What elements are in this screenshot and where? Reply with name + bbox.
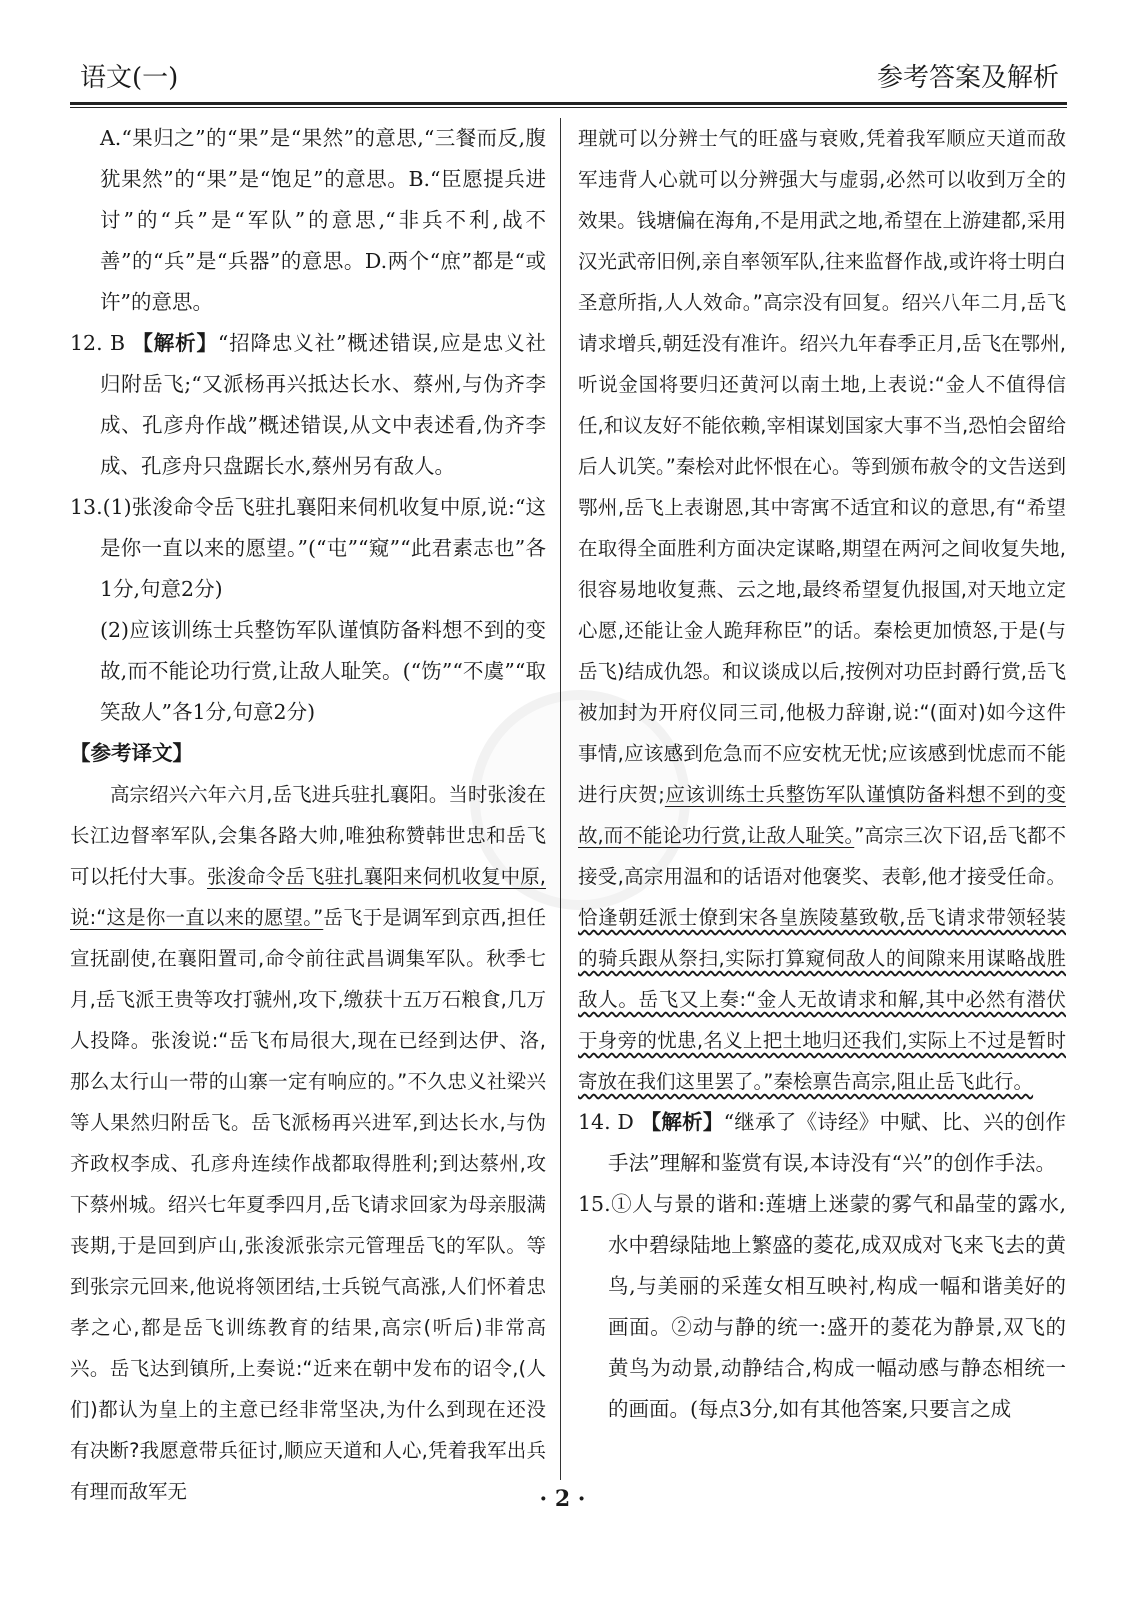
translation-continued: [578, 118, 1066, 1102]
translation-text-2: 岳飞于是调军到京西,担任宣抚副使,在襄阳置司,命令前往武昌调集军队。秋季七月,岳飞派王贵等攻打虢州,攻下,缴获十五万石粮食,几万人投降。张浚说:“岳飞布局很大,现在已经到达伊、洛,那么太行山一带的山寨一定有响应的。”不久忠义社梁兴等人果然归附岳飞。岳飞派杨再兴进军,到达长水,与伪齐政权李成、孔彦舟连续作战都取得胜利;到达蔡州,攻下蔡州城。绍兴七年夏季四月,岳飞请求回家为母亲服满丧期,于是回到庐山,张浚派张宗元管理岳飞的军队。等到张宗元回来,他说将领团结,士兵锐气高涨,人们怀着忠孝之心,都是岳飞训练教育的结果,高宗(听后)非常高兴。岳飞达到镇所,上奏说:“近来在朝中发布的诏令,(人们)都认为皇上的主意已经非常坚决,为什么到现在还没有决断?我愿意带兵征讨,顺应天道和人心,凭着我军出兵有理而敌军无: [70, 906, 546, 1503]
q13-number: 13.: [70, 495, 103, 519]
q15-answer: [578, 1184, 1066, 1430]
subject-title: 语文(一): [80, 63, 179, 93]
translation-text-3: 理就可以分辨士气的旺盛与衰败,凭着我军顺应天道而敌军违背人心就可以分辨强大与虚弱,必然可以收到万全的效果。钱塘偏在海角,不是用武之地,希望在上游建都,采用汉光武帝旧例,亲自率领军队,往来监督作战,或许将士明白圣意所指,人人效命。”高宗没有回复。绍兴八年二月,岳飞请求增兵,朝廷没有准许。绍兴九年春季正月,岳飞在鄂州,听说金国将要归还黄河以南土地,上表说:“金人不值得信任,和议友好不能依赖,宰相谋划国家大事不当,恐怕会留给后人讥笑。”秦桧对此怀恨在心。等到颁布赦令的文告送到鄂州,岳飞上表谢恩,其中寄寓不适宜和议的意思,有“希望在取得全面胜利方面决定谋略,期望在两河之间收复失地,很容易地收复燕、云之地,最终希望复仇报国,对天地立定心愿,还能让金人跪拜称臣”的话。秦桧更加愤怒,于是(与岳飞)结成仇怨。和议谈成以后,按例对功臣封爵行赏,岳飞被加封为开府仪同三司,他极力辞谢,说:“(面对)如今这件事情,应该感到危急而不应安枕无忧;应该感到忧虑而不能进行庆贺;: [578, 127, 1067, 806]
reference-translation-heading: 【参考译文】: [70, 741, 193, 765]
q13-part1: [70, 487, 546, 610]
header-rule-thin: [70, 107, 1067, 108]
page-number: · 2 ·: [539, 1486, 586, 1512]
q14-analysis-text: “继承了《诗经》中赋、比、兴的创作手法”理解和鉴赏有误,本诗没有“兴”的创作手法。: [608, 1110, 1067, 1175]
q11-explanation-continued: A.“果归之”的“果”是“果然”的意思,“三餐而反,腹犹果然”的“果”是“饱足”的意思。B.“臣愿提兵进讨”的“兵”是“军队”的意思,“非兵不利,战不善”的“兵”是“兵器”的意思。D.两个“庶”都是“或许”的意思。: [100, 126, 546, 314]
header-rule-thick: [70, 102, 1067, 105]
q15-answer-text: ①人与景的谐和:莲塘上迷蒙的雾气和晶莹的露水,水中碧绿陆地上繁盛的菱花,成双成对飞来飞去的黄鸟,与美丽的采莲女相互映衬,构成一幅和谐美好的画面。②动与静的统一:盛开的菱花为静景,双飞的黄鸟为动景,动静结合,构成一幅动感与静态相统一的画面。(每点3分,如有其他答案,只要言之成: [608, 1192, 1066, 1421]
translation-underlined-1: 张浚命令岳飞驻扎襄阳来伺机收复中原,说:“这是你一直以来的愿望。”: [70, 865, 546, 929]
answer-title: 参考答案及解析: [876, 63, 1059, 93]
q14-number: 14. D: [578, 1110, 634, 1134]
translation-text-4: ”高宗三次下诏,岳飞都不接受,高宗用温和的话语对他褒奖、表彰,他才接受任命。: [578, 824, 1066, 888]
left-column: [70, 118, 546, 1512]
translation-text-1: 高宗绍兴六年六月,岳飞进兵驻扎襄阳。当时张浚在长江边督率军队,会集各路大帅,唯独称赞韩世忠和岳飞可以托付大事。: [70, 783, 546, 888]
page-header: [70, 58, 1067, 102]
translation-paragraph: [70, 774, 546, 1512]
q15-number: 15.: [578, 1192, 611, 1216]
q12-analysis-tag: 【解析】: [132, 331, 218, 355]
column-divider: [560, 118, 561, 1480]
q12-answer: [70, 323, 546, 487]
q14-answer: [578, 1102, 1066, 1184]
translation-wavy-underlined: 恰逢朝廷派士僚到宋各皇族陵墓致敬,岳飞请求带领轻装的骑兵跟从祭扫,实际打算窥伺敌人的间隙来用谋略战胜敌人。岳飞又上奏:“金人无故请求和解,其中必然有潜伏于身旁的忧患,名义上把土地归还我们,实际上不过是暂时寄放在我们这里罢了。”秦桧禀告高宗,阻止岳飞此行。: [578, 906, 1066, 1093]
right-column: [578, 118, 1066, 1430]
q13-part2: (2)应该训练士兵整饬军队谨慎防备料想不到的变故,而不能论功行赏,让敌人耻笑。(“饬”“不虞”“取笑敌人”各1分,句意2分): [100, 618, 546, 724]
q14-analysis-tag: 【解析】: [640, 1110, 724, 1134]
q12-analysis-text: “招降忠义社”概述错误,应是忠义社归附岳飞;“又派杨再兴抵达长水、蔡州,与伪齐李成、孔彦舟作战”概述错误,从文中表述看,伪齐李成、孔彦舟只盘踞长水,蔡州另有敌人。: [100, 331, 546, 478]
q13-part1-text: (1)张浚命令岳飞驻扎襄阳来伺机收复中原,说:“这是你一直以来的愿望。”(“屯”“窥”“此君素志也”各1分,句意2分): [100, 495, 546, 601]
q12-number: 12. B: [70, 331, 126, 355]
translation-underlined-2: 应该训练士兵整饬军队谨慎防备料想不到的变故,而不能论功行赏,让敌人耻笑。: [578, 783, 1066, 847]
